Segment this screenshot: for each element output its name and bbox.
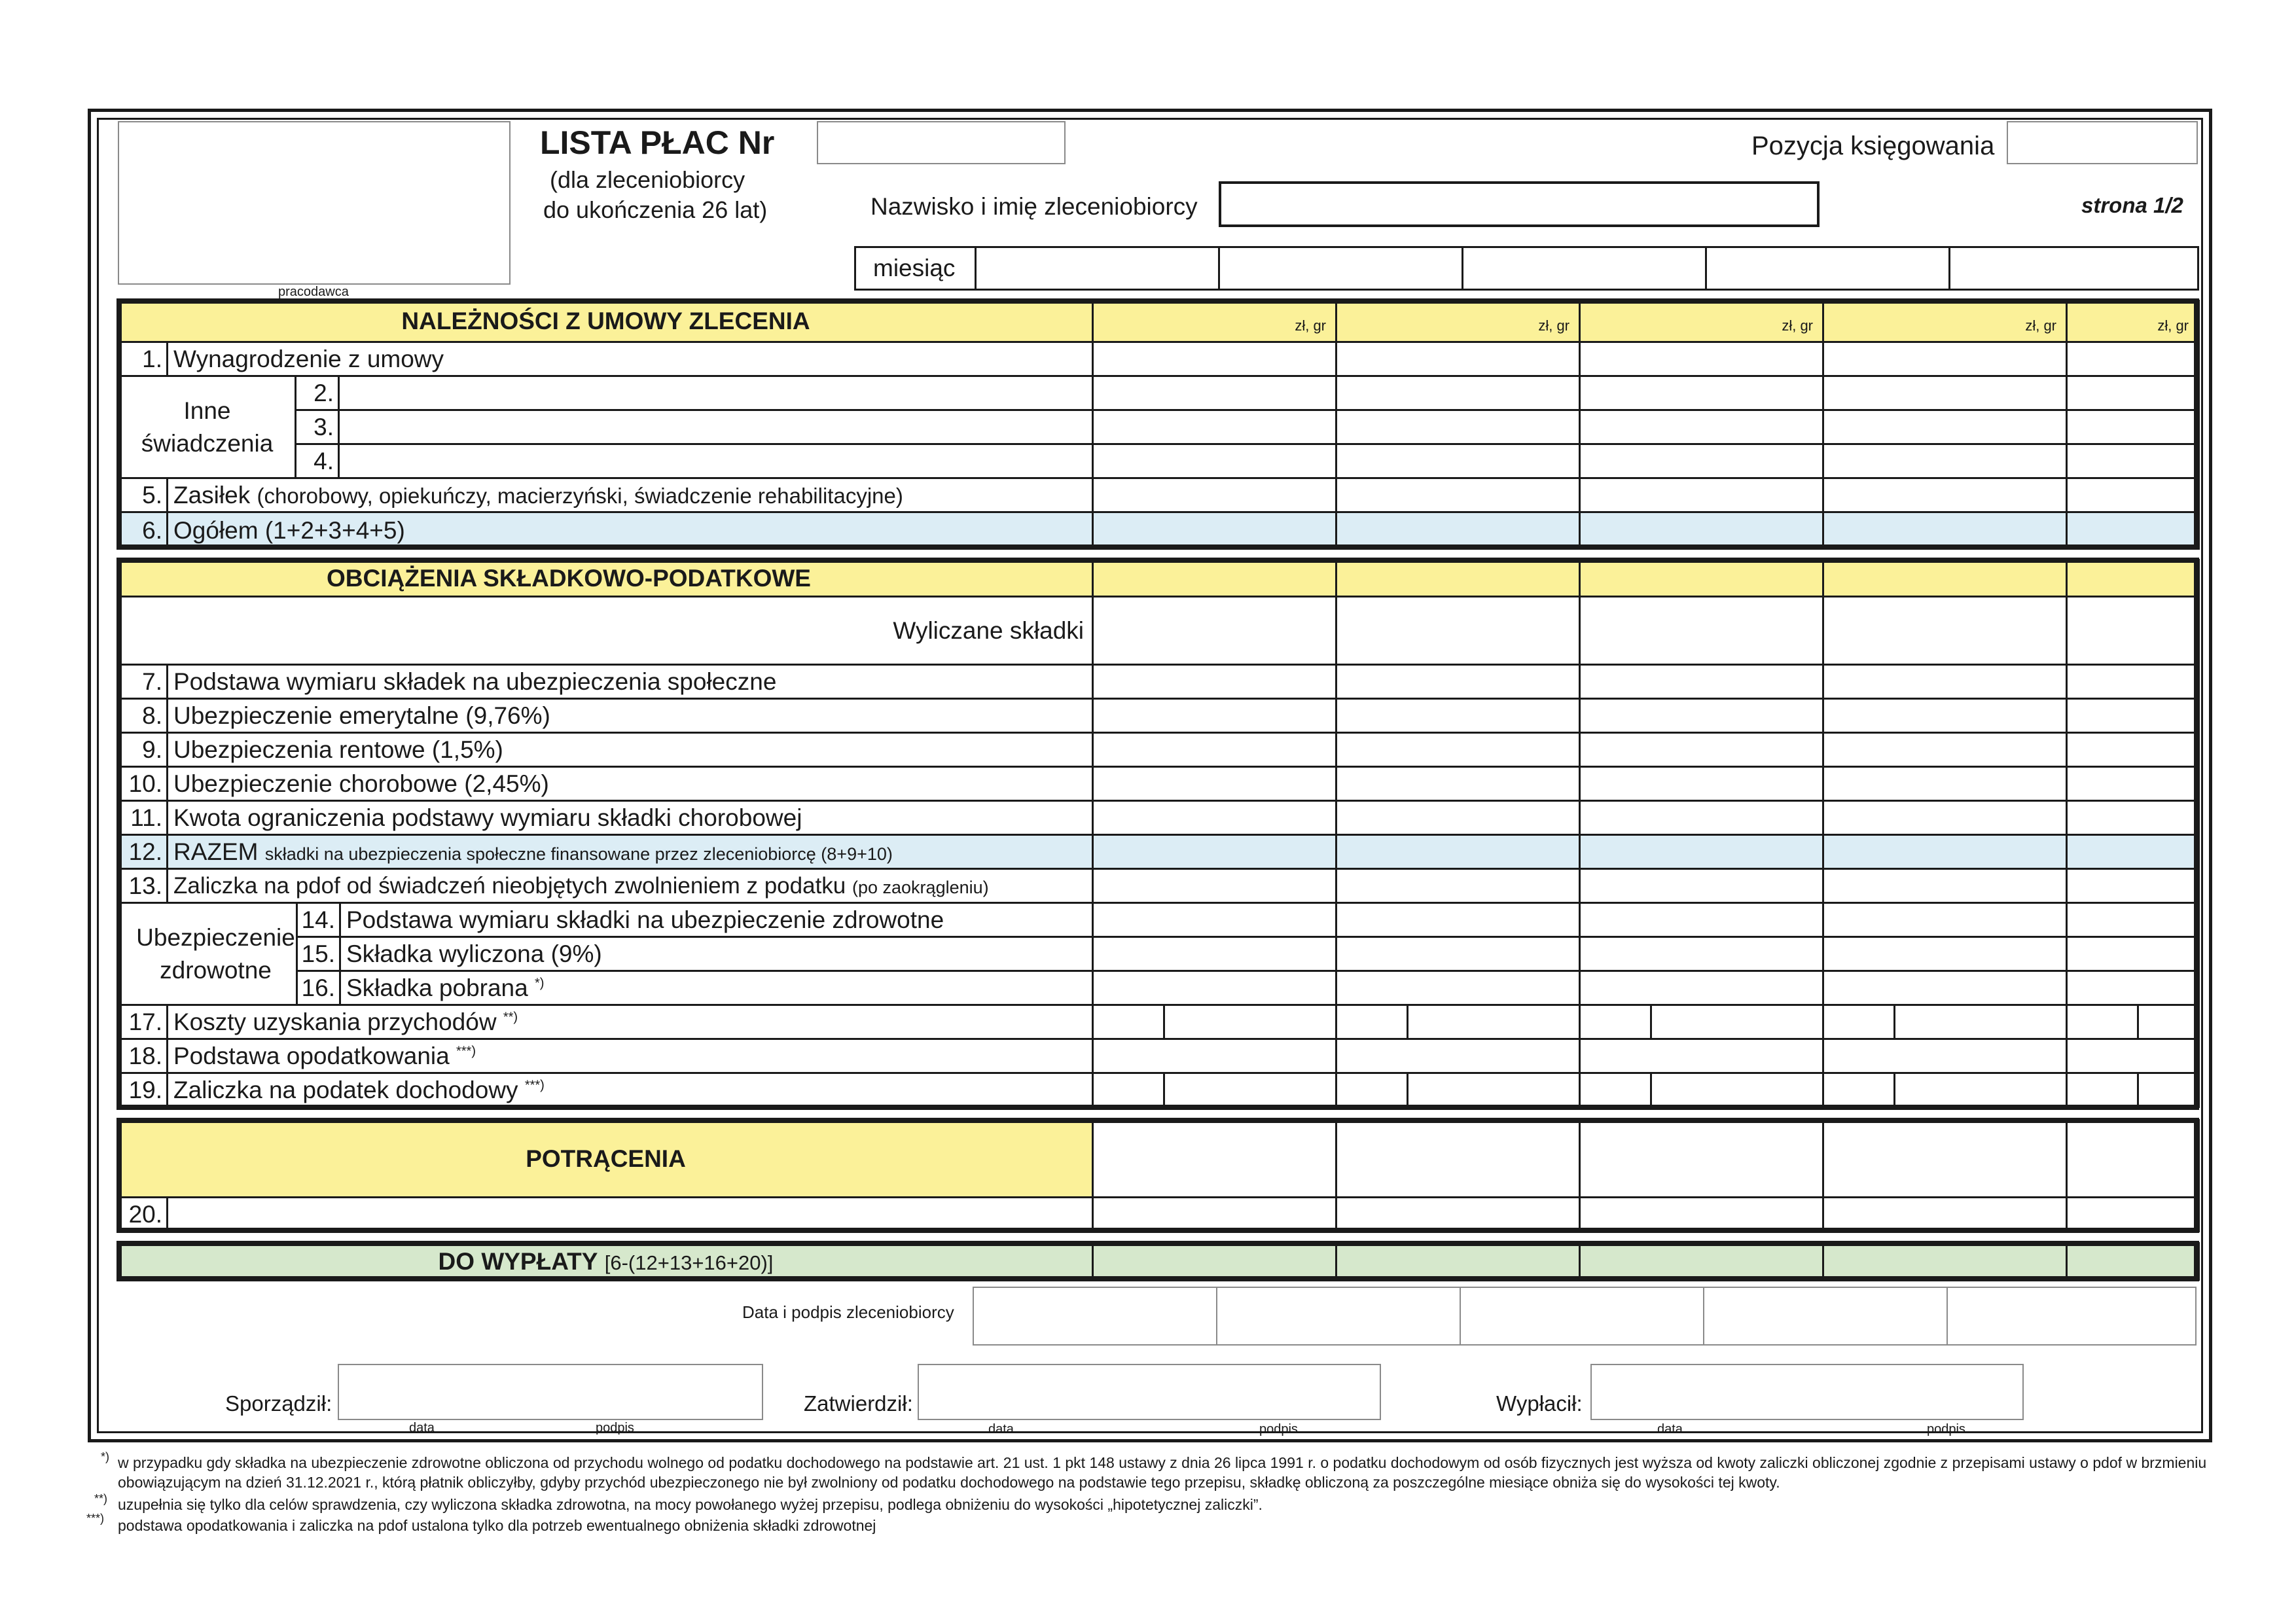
receivables-title: NALEŻNOŚCI Z UMOWY ZLECENIA xyxy=(119,301,1093,342)
row-number: 10. xyxy=(119,767,168,801)
name-field[interactable] xyxy=(1219,181,1820,227)
month-cell[interactable] xyxy=(1950,247,2198,290)
footnote-2-line: uzupełnia się tylko dla celów sprawdzenia, czy wyliczona składka zdrowotna, na mocy powołanego wyżej przepisu, podlega obniżeniu do wysokości „hipotetycznej zaliczki”. xyxy=(118,1496,1263,1513)
subtitle-line-2: do ukończenia 26 lat) xyxy=(543,196,768,223)
row-label-sickness-limit: Kwota ograniczenia podstawy wymiaru składki chorobowej xyxy=(168,801,1093,835)
row-number: 5. xyxy=(119,478,168,512)
calculated-contributions-label: Wyliczane składki xyxy=(119,597,1093,665)
currency-header: zł, gr xyxy=(1823,301,2067,342)
footnote-3-line: podstawa opodatkowania i zaliczka na pdof ustalona tylko dla potrzeb ewentualnego obniżenia składki zdrowotnej xyxy=(118,1517,876,1534)
month-cell[interactable] xyxy=(976,247,1219,290)
footnote-2-mark: **) xyxy=(94,1492,108,1505)
posting-field[interactable] xyxy=(2007,121,2198,164)
date-caption: data xyxy=(409,1421,435,1435)
row-number: 14. xyxy=(297,903,340,937)
row-label-pension: Ubezpieczenie emerytalne (9,76%) xyxy=(168,699,1093,733)
row-number: 17. xyxy=(119,1005,168,1039)
approved-by-field[interactable] xyxy=(918,1364,1381,1420)
row-number: 2. xyxy=(296,376,339,410)
currency-header: zł, gr xyxy=(2067,301,2199,342)
row-number: 19. xyxy=(119,1073,168,1107)
prepared-by-label: Sporządził: xyxy=(225,1391,332,1416)
contractor-signature-cell[interactable] xyxy=(1703,1287,1948,1346)
posting-label: Pozycja księgowania xyxy=(1751,132,1995,160)
signature-caption: podpis xyxy=(596,1421,634,1435)
row-number: 7. xyxy=(119,665,168,699)
approved-by-label: Zatwierdził: xyxy=(804,1391,913,1416)
row-number: 20. xyxy=(119,1198,168,1232)
row-label-tax-advance-exempt: Zaliczka na pdof od świadczeń nieobjętych zwolnieniem z podatku (po zaokrągleniu) xyxy=(168,869,1093,903)
row-label-health-base: Podstawa wymiaru składki na ubezpieczenie zdrowotne xyxy=(340,903,1093,937)
row-number: 3. xyxy=(296,410,339,444)
signature-caption: podpis xyxy=(1927,1422,1965,1436)
employer-label: pracodawca xyxy=(278,285,349,299)
currency-header: zł, gr xyxy=(1580,301,1823,342)
currency-header: zł, gr xyxy=(1093,301,1336,342)
other-benefits-label: Inne świadczenia xyxy=(119,376,296,478)
row-label-total-social: RAZEM składki na ubezpieczenia społeczne finansowane przez zleceniobiorcę (8+9+10) xyxy=(168,835,1093,869)
employer-stamp-box[interactable] xyxy=(118,121,511,285)
row-label-social-base: Podstawa wymiaru składek na ubezpieczenia społeczne xyxy=(168,665,1093,699)
contractor-signature-cell[interactable] xyxy=(1460,1287,1704,1346)
contractor-signature-label: Data i podpis zleceniobiorcy xyxy=(742,1302,954,1322)
row-number: 12. xyxy=(119,835,168,869)
page-indicator: strona 1/2 xyxy=(2081,193,2183,217)
row-label-disability: Ubezpieczenia rentowe (1,5%) xyxy=(168,733,1093,767)
currency-header: zł, gr xyxy=(1336,301,1580,342)
section-deductions-border xyxy=(117,1118,2199,1233)
row-label-health-collected: Składka pobrana *) xyxy=(340,971,1093,1005)
contractor-signature-cell[interactable] xyxy=(973,1287,1217,1346)
name-label: Nazwisko i imię zleceniobiorcy xyxy=(870,193,1198,220)
month-row xyxy=(854,246,2199,291)
paid-by-field[interactable] xyxy=(1590,1364,2024,1420)
paid-by-label: Wypłacił: xyxy=(1496,1391,1583,1416)
prepared-by-field[interactable] xyxy=(338,1364,763,1420)
health-insurance-label: Ubezpieczenie zdrowotne xyxy=(119,903,297,1005)
section-contributions-border xyxy=(117,558,2199,1110)
row-label-allowance: Zasiłek (chorobowy, opiekuńczy, macierzyński, świadczenie rehabilitacyjne) xyxy=(168,478,1093,512)
list-number-field[interactable] xyxy=(817,121,1066,164)
row-label-tax-base: Podstawa opodatkowania ***) xyxy=(168,1039,1093,1073)
contributions-title: OBCIĄŻENIA SKŁADKOWO-PODATKOWE xyxy=(119,560,1093,597)
section-receivables-border xyxy=(117,298,2199,550)
row-label-health-calculated: Składka wyliczona (9%) xyxy=(340,937,1093,971)
row-number: 6. xyxy=(119,512,168,549)
row-number: 9. xyxy=(119,733,168,767)
row-label-salary: Wynagrodzenie z umowy xyxy=(168,342,1093,376)
footnote-1-mark: *) xyxy=(101,1450,109,1463)
deductions-title: POTRĄCENIA xyxy=(119,1120,1093,1198)
page-title: LISTA PŁAC Nr xyxy=(540,124,775,161)
date-caption: data xyxy=(988,1422,1014,1436)
subtitle-line-1: (dla zleceniobiorcy xyxy=(550,166,745,193)
footnote-1-line-1: w przypadku gdy składka na ubezpieczenie zdrowotne obliczona od przychodu wolnego od podatku dochodowego na podstawie art. 21 ust. 1 pkt 148 ustawy z dnia 26 lipca 1991 r. o podatku dochodowym od osób fizycznych jest wyższa od kwoty zaliczki obliczonej zgodnie z przepisami ustawy o pdof w brzmieniu xyxy=(118,1454,2207,1471)
row-number: 13. xyxy=(119,869,168,903)
row-number: 8. xyxy=(119,699,168,733)
date-caption: data xyxy=(1657,1422,1683,1436)
section-payout-border xyxy=(117,1241,2199,1281)
payout-title: DO WYPŁATY [6-(12+13+16+20)] xyxy=(119,1243,1093,1280)
row-label-sickness: Ubezpieczenie chorobowe (2,45%) xyxy=(168,767,1093,801)
row-number: 18. xyxy=(119,1039,168,1073)
row-number: 16. xyxy=(297,971,340,1005)
row-number: 11. xyxy=(119,801,168,835)
row-number: 15. xyxy=(297,937,340,971)
row-label-income-tax: Zaliczka na podatek dochodowy ***) xyxy=(168,1073,1093,1107)
row-number: 1. xyxy=(119,342,168,376)
month-cell[interactable] xyxy=(1463,247,1706,290)
footnote-1-line-2: obowiązującym na dzień 31.12.2021 r., którą płatnik obliczyłby, gdyby przychód ubezpieczonego nie był zwolniony od podatku dochodowego na podstawie tego przepisu, składkę obliczoną za poszczególne miesiące obniża się do wysokości tej kwoty. xyxy=(118,1474,1780,1491)
month-cell[interactable] xyxy=(1706,247,1950,290)
row-number: 4. xyxy=(296,444,339,478)
footnote-3-mark: ***) xyxy=(86,1512,105,1525)
month-cell[interactable] xyxy=(1219,247,1463,290)
contractor-signature-row xyxy=(973,1287,2197,1346)
signature-caption: podpis xyxy=(1259,1422,1298,1436)
row-label-total: Ogółem (1+2+3+4+5) xyxy=(168,512,1093,549)
contractor-signature-cell[interactable] xyxy=(1946,1287,2197,1346)
row-label-costs: Koszty uzyskania przychodów **) xyxy=(168,1005,1093,1039)
contractor-signature-cell[interactable] xyxy=(1216,1287,1461,1346)
month-label: miesiąc xyxy=(855,247,976,290)
